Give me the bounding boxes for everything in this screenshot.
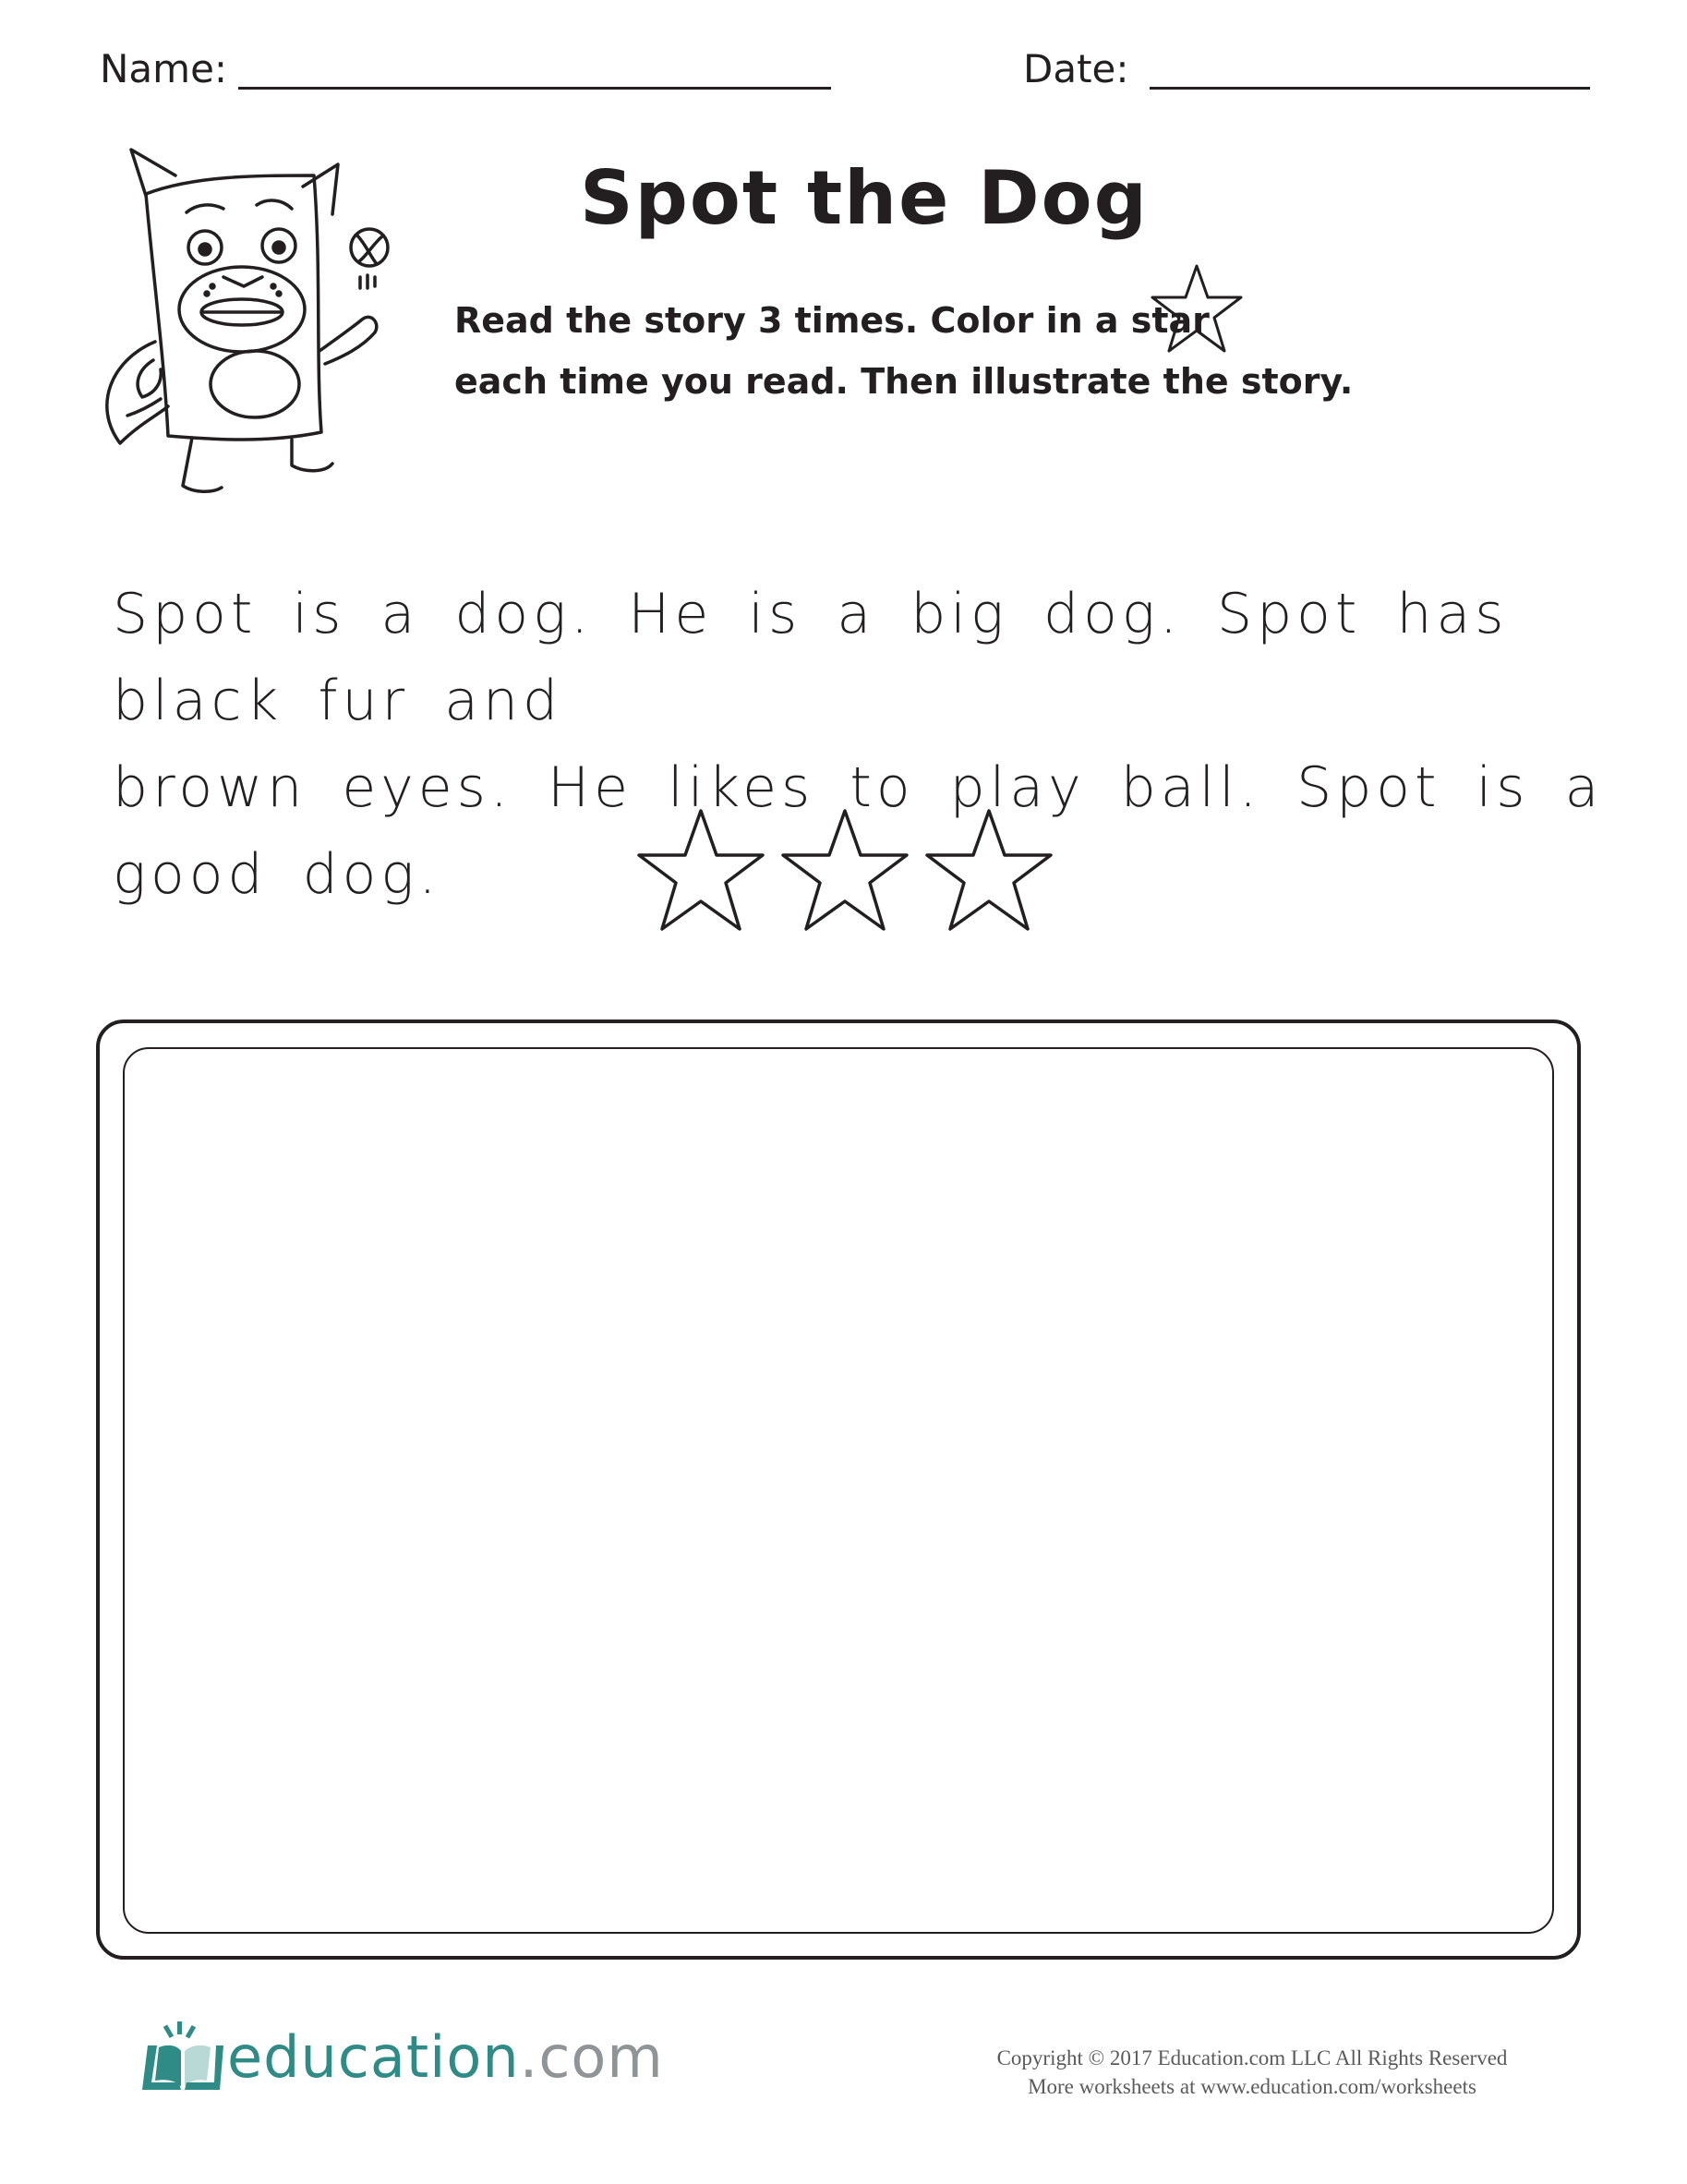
name-line[interactable] — [238, 87, 831, 90]
story-line-1: Spot is a dog. He is a big dog. Spot has black fur and — [113, 582, 1509, 733]
logo-wordmark — [227, 2023, 664, 2091]
star-1-icon[interactable] — [635, 807, 766, 935]
page-title: Spot the Dog — [580, 155, 1149, 241]
copyright-line-2[interactable]: More worksheets at www.education.com/worksheets — [1028, 2075, 1476, 2098]
illustration-area[interactable] — [123, 1047, 1554, 1934]
dog-illustration-icon — [83, 139, 425, 499]
story-line-2: brown eyes. He likes to play ball. Spot is a good dog. — [113, 755, 1604, 907]
instructions-line-1: Read the story 3 times. Color in a star — [454, 300, 1210, 341]
logo-suffix: .com — [519, 2023, 664, 2091]
copyright-notice — [957, 2044, 1548, 2101]
star-3-icon[interactable] — [923, 807, 1054, 935]
star-example-icon — [1149, 262, 1245, 355]
logo-main: education — [227, 2023, 520, 2091]
book-icon — [139, 2021, 223, 2097]
date-label: Date: — [1023, 46, 1129, 91]
name-label: Name: — [100, 46, 228, 91]
reading-stars — [635, 807, 1060, 936]
instructions-line-2: each time you read. Then illustrate the story. — [454, 361, 1354, 402]
date-line[interactable] — [1150, 87, 1590, 90]
star-2-icon[interactable] — [779, 807, 910, 935]
copyright-line-1: Copyright © 2017 Education.com LLC All Rights Reserved — [996, 2046, 1508, 2069]
